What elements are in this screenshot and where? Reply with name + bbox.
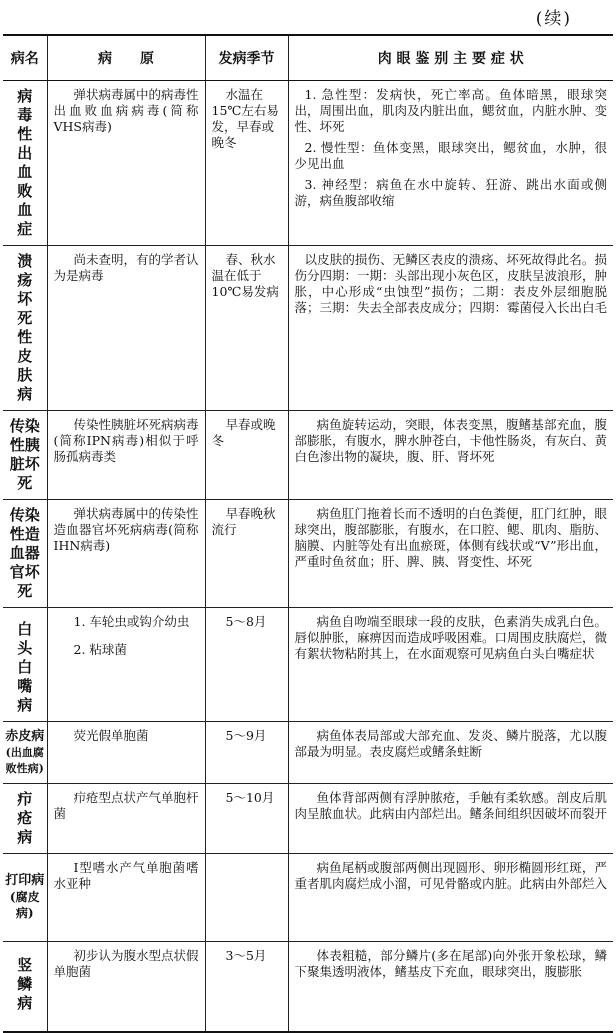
symptoms-cell: 病鱼肛门拖着长而不透明的白色粪便，肛门红肿，眼球突出，腹部膨胀，有腹水，在口腔、鳃、肌肉、脂肪、脑膜、内脏等处有出血瘀斑，体侧有线状或“V”形出血，严重时鱼贫血；肝、脾、胰、肾变性、坏死 xyxy=(288,500,613,608)
disease-name: 竖鳞病 xyxy=(3,942,47,1032)
pathogen-cell: 传染性胰脏坏死病病毒(简称IPN病毒)相似于呼肠孤病毒类 xyxy=(47,411,205,500)
pathogen-cell: 尚未查明，有的学者认为是病毒 xyxy=(47,246,205,411)
season-cell xyxy=(205,854,288,942)
disease-name: 传染性胰脏坏死 xyxy=(3,411,47,500)
symptoms-cell: 病鱼尾柄或腹部两侧出现圆形、卵形椭圆形红斑，严重者肌肉腐烂成小溜，可见骨骼或内脏。此病由外部烂入 xyxy=(288,854,613,942)
table-row xyxy=(3,411,613,500)
disease-name: 溃疡坏死性皮肤病 xyxy=(3,246,47,411)
header-disease-name: 病名 xyxy=(3,35,47,81)
disease-name: 打印病 (腐皮病) xyxy=(3,854,47,942)
pathogen-cell: Ⅰ型嗜水产气单胞菌嗜水亚种 xyxy=(47,854,205,942)
header-row xyxy=(3,35,613,81)
disease-name: 赤皮病 (出血腐败性病) xyxy=(3,722,47,784)
table-row xyxy=(3,81,613,246)
season-cell: 5～9月 xyxy=(205,722,288,784)
season-cell: 3～5月 xyxy=(205,942,288,1032)
pathogen-cell: 初步认为腹水型点状假单胞菌 xyxy=(47,942,205,1032)
header-pathogen: 病 原 xyxy=(47,35,205,81)
season-cell: 5～8月 xyxy=(205,608,288,722)
disease-table xyxy=(3,34,613,1033)
symptoms-cell: 以皮肤的损伤、无鳞区表皮的溃疡、坏死故得此名。损伤分四期：一期：头部出现小灰色区，皮肤呈波浪形，肿胀，中心形成“虫蚀型”损伤；二期：表皮外层细胞脱落；三期：失去全部表皮成分；四期：霉菌侵入长出白毛 xyxy=(288,246,613,411)
symptoms-cell: 鱼体背部两侧有浮肿脓疮，手触有柔软感。剖皮后肌肉呈脓血状。此病由内部烂出。鳍条间组织因破坏而裂开 xyxy=(288,784,613,854)
pathogen-cell: 1. 车轮虫或钩介幼虫 2. 粘球菌 xyxy=(47,608,205,722)
pathogen-cell: 弹状病毒属中的病毒性出血败血病病毒(简称VHS病毒) xyxy=(47,81,205,246)
symptoms-cell: 病鱼体表局部或大部充血、发炎、鳞片脱落，尤以腹部最为明显。表皮腐烂或鳍条蛀断 xyxy=(288,722,613,784)
disease-name: 病毒性出血败血症 xyxy=(3,81,47,246)
disease-name: 白头白嘴病 xyxy=(3,608,47,722)
header-symptoms: 肉 眼 鉴 别 主 要 症 状 xyxy=(288,35,613,81)
disease-name: 疖疮病 xyxy=(3,784,47,854)
table-row xyxy=(3,500,613,608)
symptoms-cell: 体表粗糙，部分鳞片(多在尾部)向外张开象松球，鳞下聚集透明液体，鳍基皮下充血，眼球突出，腹膨胀 xyxy=(288,942,613,1032)
season-cell: 水温在15℃左右易发，早春或晚冬 xyxy=(205,81,288,246)
pathogen-cell: 荧光假单胞菌 xyxy=(47,722,205,784)
season-cell: 5～10月 xyxy=(205,784,288,854)
disease-name: 传染性造血器官坏死 xyxy=(3,500,47,608)
symptoms-cell: 1. 急性型：发病快，死亡率高。鱼体暗黑，眼球突出，周围出血，肌肉及内脏出血，鳃贫血，内脏水肿、变性、坏死 2. 慢性型：鱼体变黑，眼球突出，鳃贫血，水肿，很少见出血 3. 神经型：病鱼在水中旋转、狂游、跳出水面或侧游，病鱼腹部收缩 xyxy=(288,81,613,246)
season-cell: 早春晚秋流行 xyxy=(205,500,288,608)
table-row xyxy=(3,608,613,722)
table-row xyxy=(3,722,613,784)
season-cell: 春、秋水温在低于10℃易发病 xyxy=(205,246,288,411)
table-row xyxy=(3,942,613,1032)
symptoms-cell: 病鱼自吻端至眼球一段的皮肤，色素消失成乳白色。唇似肿胀，麻痹因而造成呼吸困难。口周围皮肤腐烂，微有絮状物粘附其上，在水面观察可见病鱼白头白嘴症状 xyxy=(288,608,613,722)
symptoms-cell: 病鱼旋转运动，突眼，体表变黑，腹鳍基部充血，腹部膨胀，有腹水，脾水肿苍白，卡他性肠炎，有灰白、黄白色渗出物的凝块，腹、肝、肾坏死 xyxy=(288,411,613,500)
season-cell: 早春或晚冬 xyxy=(205,411,288,500)
continued-label: (续) xyxy=(535,9,572,29)
table-row xyxy=(3,246,613,411)
pathogen-cell: 疖疮型点状产气单胞杆菌 xyxy=(47,784,205,854)
header-season: 发病季节 xyxy=(205,35,288,81)
table-row xyxy=(3,854,613,942)
table-row xyxy=(3,784,613,854)
pathogen-cell: 弹状病毒属中的传染性造血器官坏死病病毒(简称IHN病毒) xyxy=(47,500,205,608)
